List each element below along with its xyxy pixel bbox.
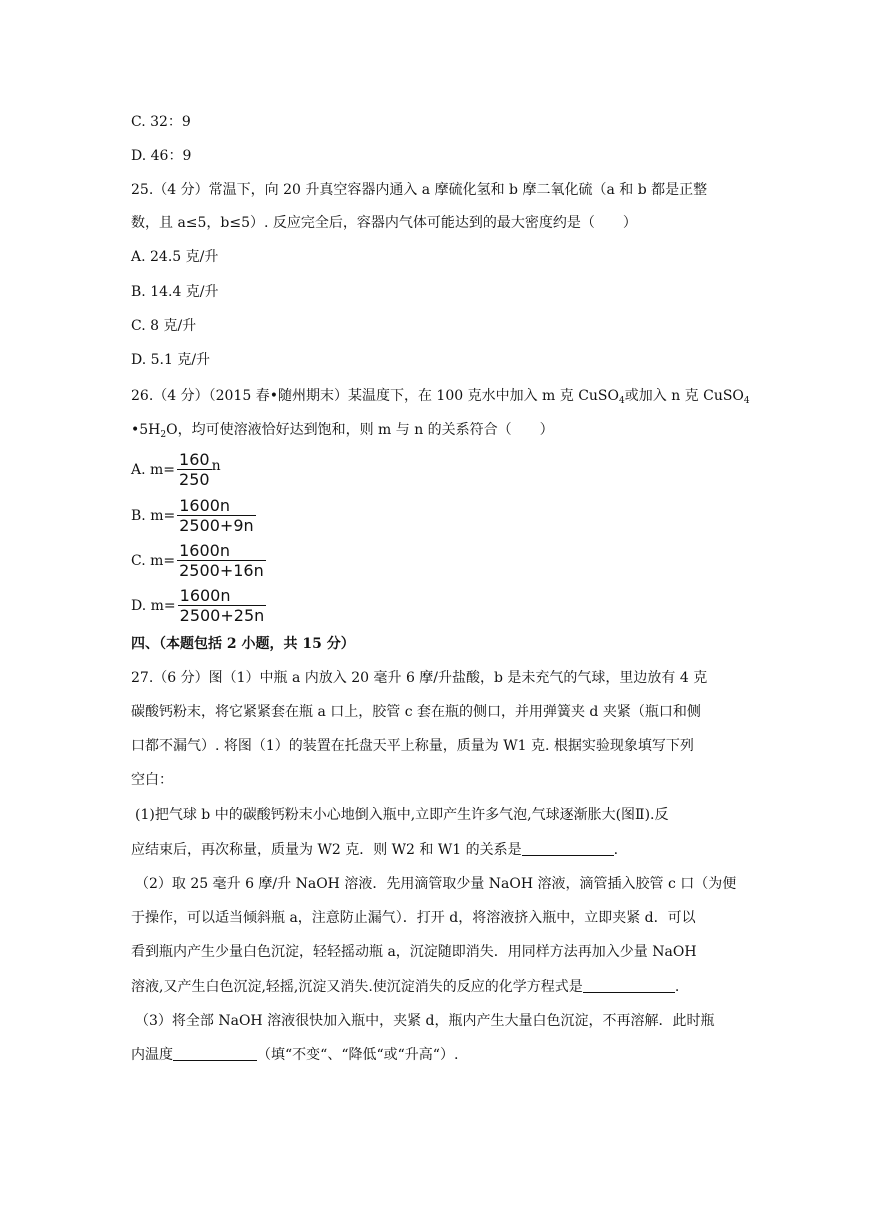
q27-part3-line1: （3）将全部 NaOH 溶液很快加入瓶中，夹紧 d，瓶内产生大量白色沉淀，不再溶解．此时瓶 (135, 1013, 715, 1029)
q25-option-d: D. 5.1 克/升 (131, 352, 211, 368)
q24-option-c: C. 32：9 (131, 114, 191, 130)
q25-option-c: C. 8 克/升 (131, 318, 197, 334)
answer-blank (583, 991, 675, 993)
q27-part3-line2: 内温度 （填“不变“、“降低“或“升高“）. (131, 1047, 459, 1063)
q27-part1-line2: 应结束后，再次称量，质量为 W2 克．则 W2 和 W1 的关系是 . (131, 842, 619, 858)
q26-option-d: D. m= $\frac{1600n}{2500+25n}$ (131, 586, 265, 625)
q25-stem-line2: 数，且 a≤5，b≤5）. 反应完全后，容器内气体可能达到的最大密度约是（ ） (131, 215, 637, 231)
fraction: $\frac{1600n}{2500+16n}$ (179, 541, 264, 580)
q26-option-b: B. m= $\frac{1600n}{2500+9n}$ (131, 496, 254, 535)
section-heading: 四、（本题包括 2 小题，共 15 分） (131, 636, 355, 652)
q27-part2-line2: 于操作，可以适当倾斜瓶 a，注意防止漏气）．打开 d，将溶液挤入瓶中，立即夹紧 d．可以 (131, 910, 696, 926)
q26-stem-line2: $•5H_2O$，均可使溶液恰好达到饱和，则 m 与 n 的关系符合（ ） (131, 422, 554, 440)
answer-blank (522, 854, 614, 856)
fraction: $\frac{160}{250}$ (179, 450, 210, 489)
q27-stem-line2: 碳酸钙粉末，将它紧紧套在瓶 a 口上，胶管 c 套在瓶的侧口，并用弹簧夹 d 夹紧（瓶口和侧 (131, 704, 701, 720)
q27-stem-line1: 27.（6 分）图（1）中瓶 a 内放入 20 毫升 6 摩/升盐酸，b 是未充气的气球，里边放有 4 克 (131, 670, 708, 686)
q26-stem-line1: 26.（4 分）（2015 春•随州期末）某温度下，在 100 克水中加入 m 克 CuSO$_4$或加入 n 克 CuSO$_4$ (131, 388, 750, 406)
q24-option-d: D. 46：9 (131, 148, 192, 164)
q27-part2-line1: （2）取 25 毫升 6 摩/升 NaOH 溶液．先用滴管取少量 NaOH 溶液，滴管插入胶管 c 口（为便 (135, 876, 737, 892)
q27-part2-line4: 溶液,又产生白色沉淀,轻摇,沉淀又消失.使沉淀消失的反应的化学方程式是 . (131, 979, 680, 995)
q27-part2-line3: 看到瓶内产生少量白色沉淀，轻轻摇动瓶 a，沉淀随即消失．用同样方法再加入少量 NaOH (131, 944, 697, 960)
q25-option-a: A. 24.5 克/升 (131, 249, 219, 265)
fraction: $\frac{1600n}{2500+9n}$ (179, 496, 254, 535)
q25-option-b: B. 14.4 克/升 (131, 284, 219, 300)
fraction: $\frac{1600n}{2500+25n}$ (179, 586, 265, 625)
q26-option-a: A. m= $\frac{160}{250}$ n (131, 450, 221, 489)
q27-stem-line3: 口都不漏气）. 将图（1）的装置在托盘天平上称量，质量为 W1 克. 根据实验现象填写下列 (131, 738, 694, 754)
q27-stem-line4: 空白： (131, 772, 173, 788)
q27-part1-line1: (1)把气球 b 中的碳酸钙粉末小心地倒入瓶中,立即产生许多气泡,气球逐渐胀大(图Ⅱ).反 (135, 807, 669, 823)
answer-blank (173, 1059, 257, 1061)
q26-option-c: C. m= $\frac{1600n}{2500+16n}$ (131, 541, 264, 580)
q25-stem-line1: 25.（4 分）常温下，向 20 升真空容器内通入 a 摩硫化氢和 b 摩二氧化硫（a 和 b 都是正整 (131, 182, 708, 198)
